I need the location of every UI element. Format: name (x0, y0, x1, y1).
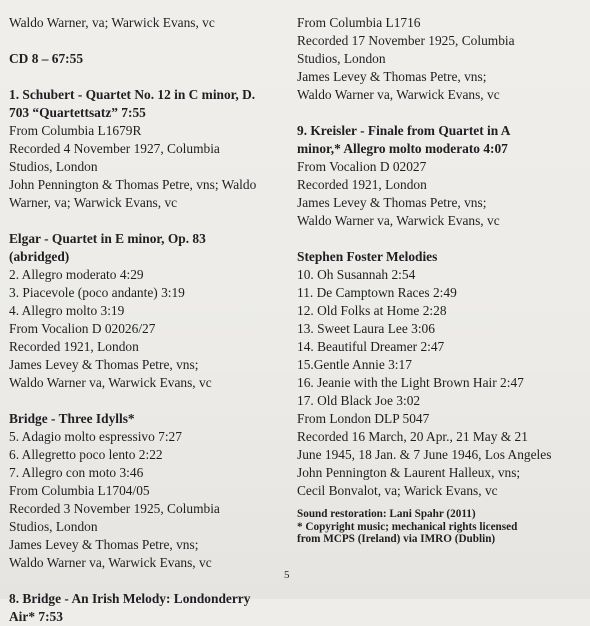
credit-line: from MCPS (Ireland) via IMRO (Dublin) (297, 533, 496, 545)
left-column (9, 14, 289, 626)
credits-block (297, 508, 587, 546)
heading-line: 8. Bridge - An Irish Melody: Londonderry (9, 591, 251, 606)
heading-line: CD 8 – 67:55 (9, 51, 84, 66)
right-column (297, 14, 587, 546)
spacer (9, 32, 289, 50)
text-line: Waldo Warner va, Warwick Evans, vc (297, 87, 500, 102)
text-line: Studios, London (9, 159, 98, 174)
text-line: John Pennington & Thomas Petre, vns; Waldo (9, 177, 257, 192)
heading-line: Elgar - Quartet in E minor, Op. 83 (9, 231, 206, 246)
spacer (9, 392, 289, 410)
heading-line: Air* 7:53 (9, 609, 63, 624)
heading-line: Stephen Foster Melodies (297, 249, 438, 264)
text-line: 17. Old Black Joe 3:02 (297, 393, 421, 408)
heading-line: 703 “Quartettsatz” 7:55 (9, 105, 146, 120)
heading-line: Bridge - Three Idylls* (9, 411, 135, 426)
spacer (297, 230, 587, 248)
text-line: 16. Jeanie with the Light Brown Hair 2:47 (297, 375, 524, 390)
text-line: James Levey & Thomas Petre, vns; (297, 69, 487, 84)
text-line: Waldo Warner va, Warwick Evans, vc (9, 375, 212, 390)
heading-line: 9. Kreisler - Finale from Quartet in A (297, 123, 511, 138)
page-number: 5 (284, 569, 290, 581)
text-line: From London DLP 5047 (297, 411, 430, 426)
heading-line: 1. Schubert - Quartet No. 12 in C minor, D. (9, 87, 256, 102)
text-line: From Columbia L1716 (297, 15, 421, 30)
text-line: Waldo Warner va, Warwick Evans, vc (9, 555, 212, 570)
text-line: 7. Allegro con moto 3:46 (9, 465, 144, 480)
text-line: From Columbia L1704/05 (9, 483, 150, 498)
spacer (9, 572, 289, 590)
text-line: Recorded 1921, London (297, 177, 427, 192)
text-line: 2. Allegro moderato 4:29 (9, 267, 144, 282)
text-line: James Levey & Thomas Petre, vns; (9, 357, 199, 372)
text-line: From Vocalion D 02026/27 (9, 321, 156, 336)
heading-line: minor,* Allegro molto moderato 4:07 (297, 141, 508, 156)
credit-line: * Copyright music; mechanical rights licensed (297, 520, 518, 533)
text-line: Recorded 16 March, 20 Apr., 21 May & 21 (297, 429, 528, 444)
text-line: Recorded 1921, London (9, 339, 139, 354)
credit-line: Sound restoration: Lani Spahr (2011) (297, 508, 476, 520)
text-line: Cecil Bonvalot, va; Warick Evans, vc (297, 483, 498, 498)
text-line: 11. De Camptown Races 2:49 (297, 285, 457, 300)
text-line: Warner, va; Warwick Evans, vc (9, 195, 178, 210)
heading-line: (abridged) (9, 249, 70, 264)
text-line: From Vocalion D 02027 (297, 159, 427, 174)
text-line: 5. Adagio molto espressivo 7:27 (9, 429, 182, 444)
text-line: Recorded 17 November 1925, Columbia (297, 33, 515, 48)
text-line: John Pennington & Laurent Halleux, vns; (297, 465, 521, 480)
right-lines (297, 14, 587, 500)
text-line: 14. Beautiful Dreamer 2:47 (297, 339, 445, 354)
text-line: Waldo Warner va, Warwick Evans, vc (297, 213, 500, 228)
text-line: Studios, London (297, 51, 386, 66)
text-line: June 1945, 18 Jan. & 7 June 1946, Los Angeles (297, 447, 552, 462)
spacer (9, 212, 289, 230)
text-line: 6. Allegretto poco lento 2:22 (9, 447, 163, 462)
text-line: 10. Oh Susannah 2:54 (297, 267, 416, 282)
text-line: 3. Piacevole (poco andante) 3:19 (9, 285, 185, 300)
text-line: Studios, London (9, 519, 98, 534)
text-line: Waldo Warner, va; Warwick Evans, vc (9, 15, 215, 30)
text-line: Recorded 3 November 1925, Columbia (9, 501, 220, 516)
text-line: 13. Sweet Laura Lee 3:06 (297, 321, 435, 336)
spacer (297, 104, 587, 122)
spacer (9, 68, 289, 86)
text-line: 12. Old Folks at Home 2:28 (297, 303, 447, 318)
text-line: 4. Allegro molto 3:19 (9, 303, 125, 318)
text-line: From Columbia L1679R (9, 123, 142, 138)
text-line: James Levey & Thomas Petre, vns; (9, 537, 199, 552)
text-line: Recorded 4 November 1927, Columbia (9, 141, 220, 156)
text-line: James Levey & Thomas Petre, vns; (297, 195, 487, 210)
text-line: 15.Gentle Annie 3:17 (297, 357, 412, 372)
